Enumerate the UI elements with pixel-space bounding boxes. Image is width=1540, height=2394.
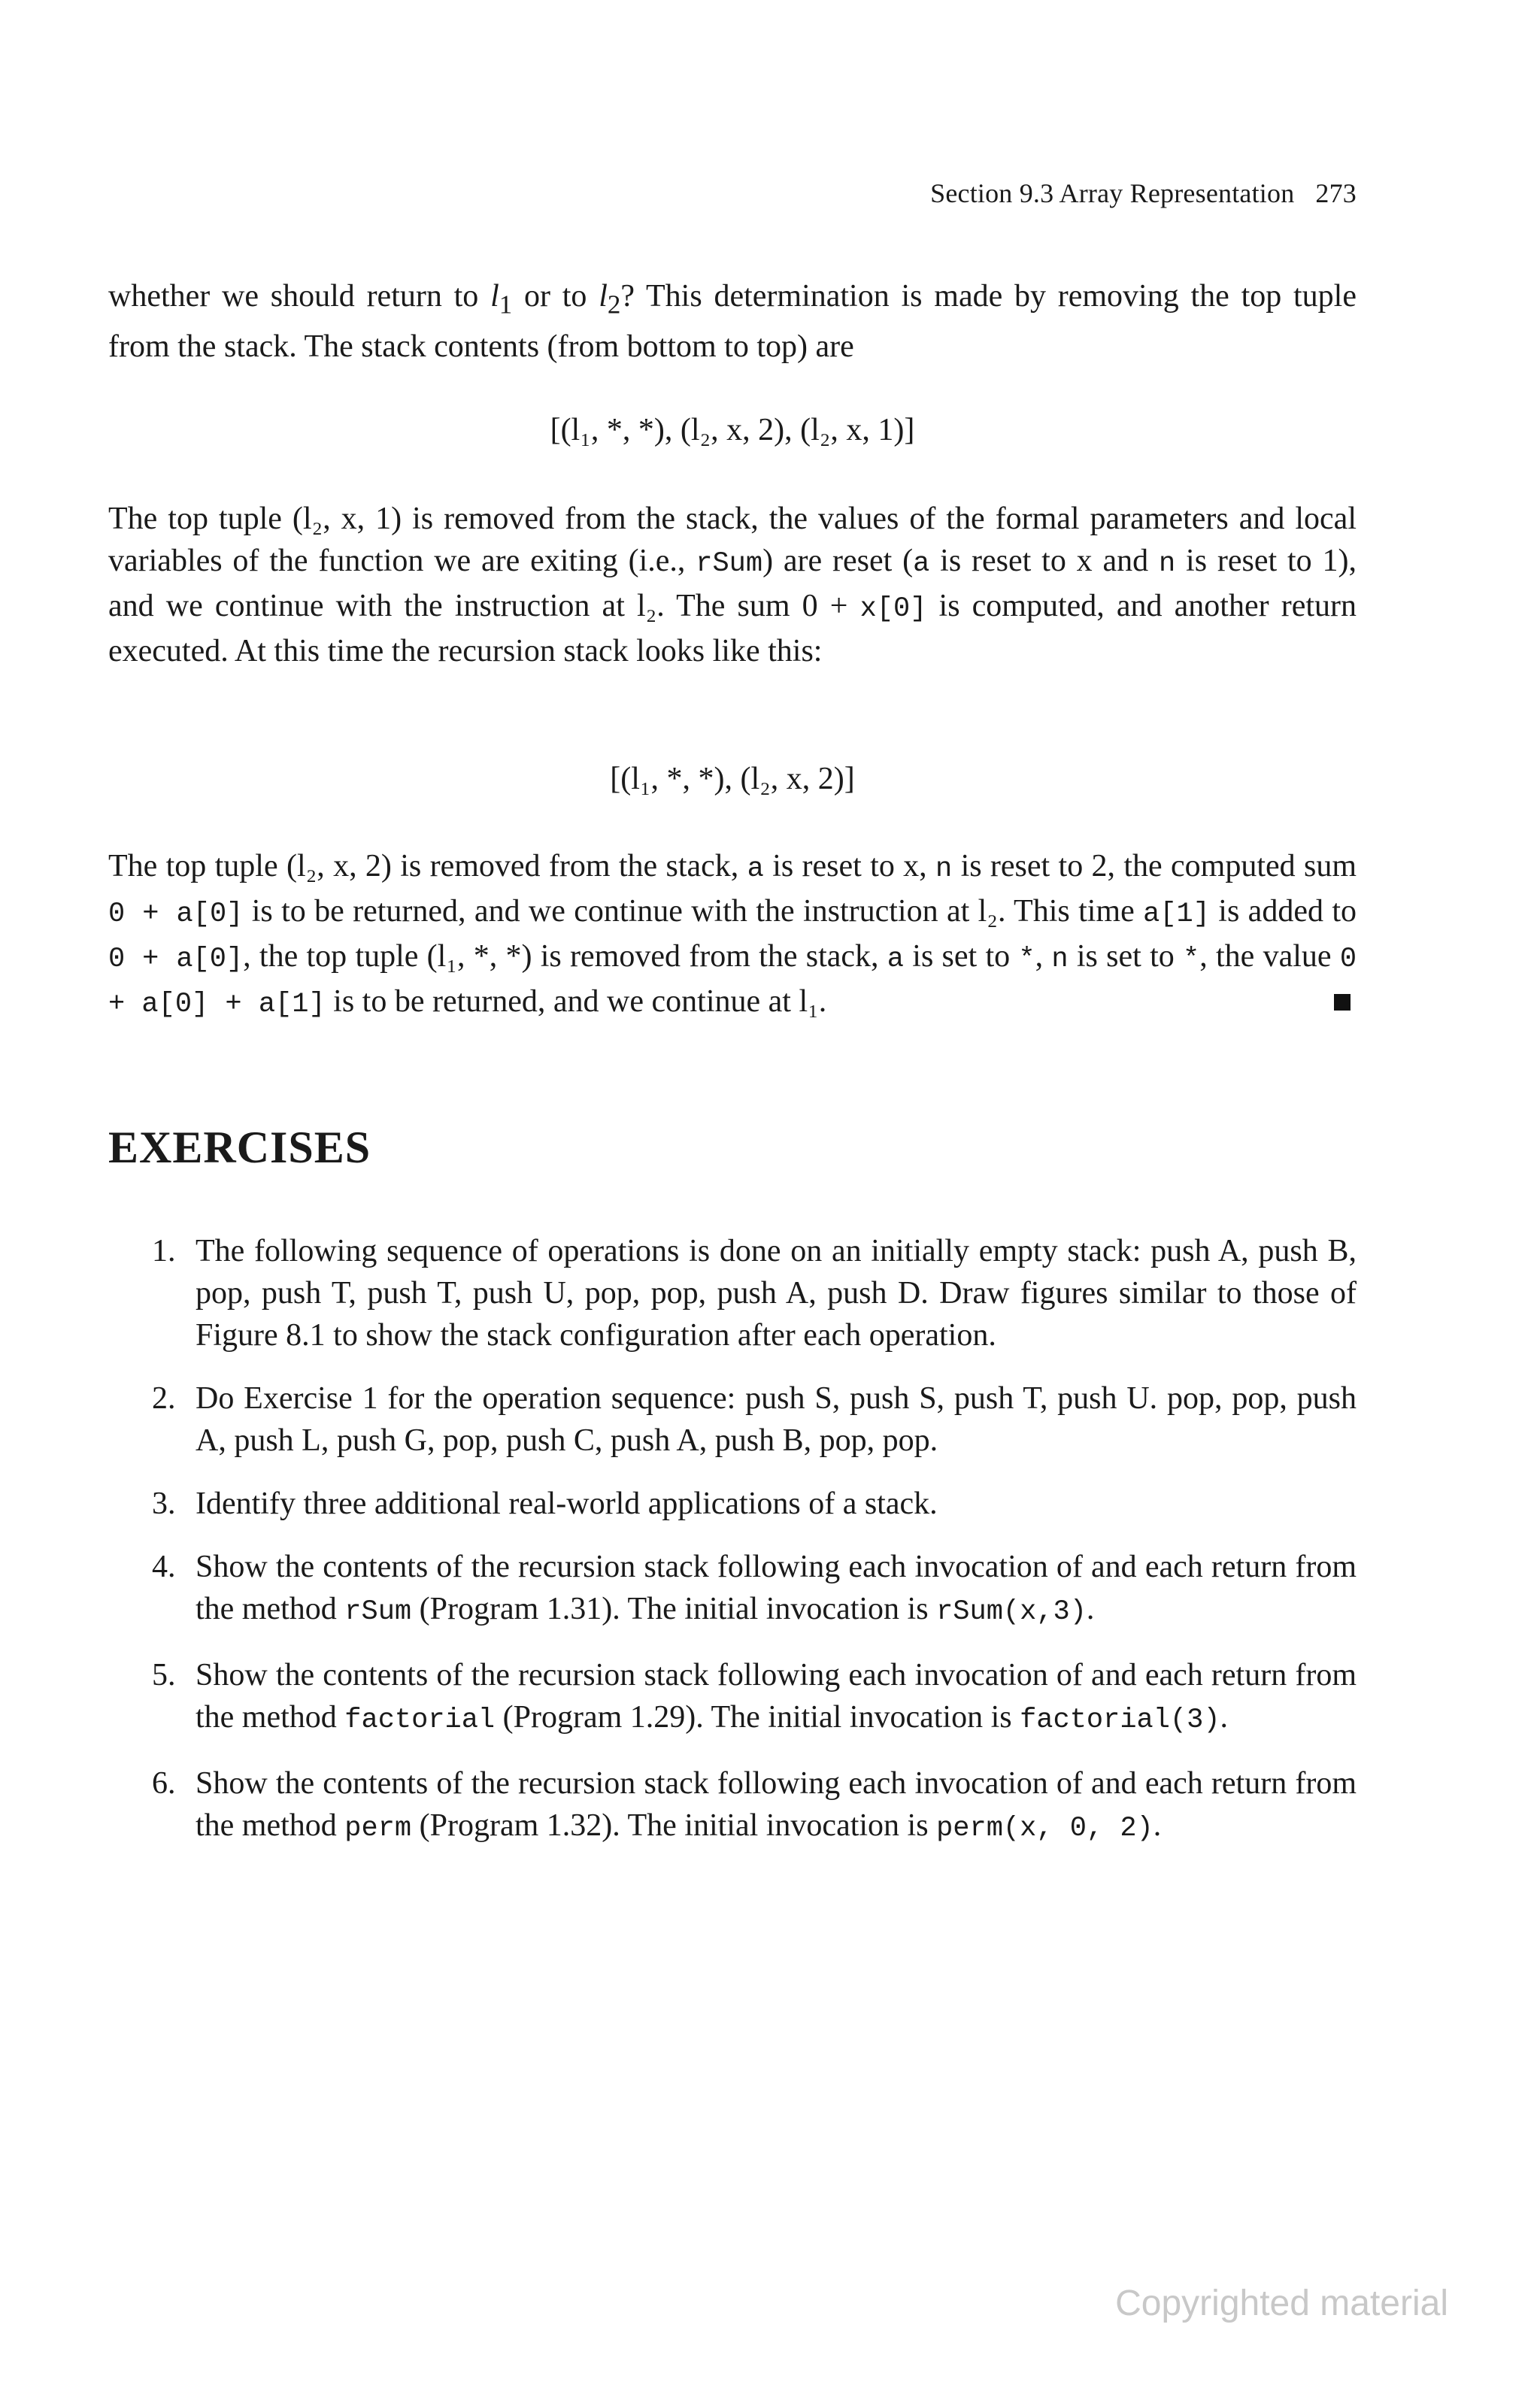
stack-contents-display-2: [(l₁, *, *), (l₂, x, 2)] xyxy=(610,762,855,796)
running-head xyxy=(930,177,1357,209)
paragraph-3: The top tuple (l₂, x, 2) is removed from the stack, a is reset to x, n is reset to 2, the computed sum 0 + a[0] is to be returned, and we continue with the instruction at l₂. This time a[1] is added to 0 + a[0], the top tuple (l₁, *, *) is removed from the stack, a is set to *, n is set to *, the value 0 + a[0] + a[1] is to be returned, and we continue at l₁. xyxy=(108,849,1357,1020)
paragraph-1: whether we should return to $l_1$ or to $l_2$? This determination is made by removing the top tuple from the stack. The stack contents (from bottom to top) are xyxy=(108,279,1357,365)
exercises-heading: EXERCISES xyxy=(108,1123,371,1172)
page-number: 273 xyxy=(1315,178,1357,208)
exercise-item: 6. Show the contents of the recursion stack following each invocation of and each return from the method perm (Program 1.32). The initial invocation is perm(x, 0, 2). xyxy=(152,1766,1357,1844)
exercise-list xyxy=(108,1230,1357,1871)
stack-contents-display-1: [(l₁, *, *), (l₂, x, 2), (l₂, x, 1)] xyxy=(550,413,915,447)
exercise-item: 2. Do Exercise 1 for the operation sequence: push S, push S, push T, push U. pop, pop, push A, push L, push G, pop, push C, push A, push B, pop, pop. xyxy=(152,1381,1357,1458)
exercise-item: 1. The following sequence of operations is done on an initially empty stack: push A, push B, pop, push T, push T, push U, pop, pop, push A, push D. Draw figures similar to those of Figure 8.1 to show the stack configuration after each operation. xyxy=(152,1234,1357,1353)
exercise-item: 5. Show the contents of the recursion stack following each invocation of and each return from the method factorial (Program 1.29). The initial invocation is factorial(3). xyxy=(152,1658,1357,1736)
exercise-item: 3. Identify three additional real-world applications of a stack. xyxy=(152,1486,938,1521)
paragraph-2: The top tuple (l₂, x, 1) is removed from the stack, the values of the formal parameters and local variables of the function we are exiting (i.e., rSum) are reset (a is reset to x and n is reset to 1), and we continue with the instruction at l₂. The sum 0 + x[0] is computed, and another return executed. At this time the recursion stack looks like this: xyxy=(108,502,1357,668)
section-title: Section 9.3 Array Representation xyxy=(930,178,1295,208)
book-page xyxy=(108,0,1357,2394)
end-of-proof-square xyxy=(1334,994,1351,1011)
exercise-item: 4. Show the contents of the recursion stack following each invocation of and each return from the method rSum (Program 1.31). The initial invocation is rSum(x,3). xyxy=(152,1550,1357,1628)
copyright-watermark: Copyrighted material xyxy=(1115,2283,1448,2323)
